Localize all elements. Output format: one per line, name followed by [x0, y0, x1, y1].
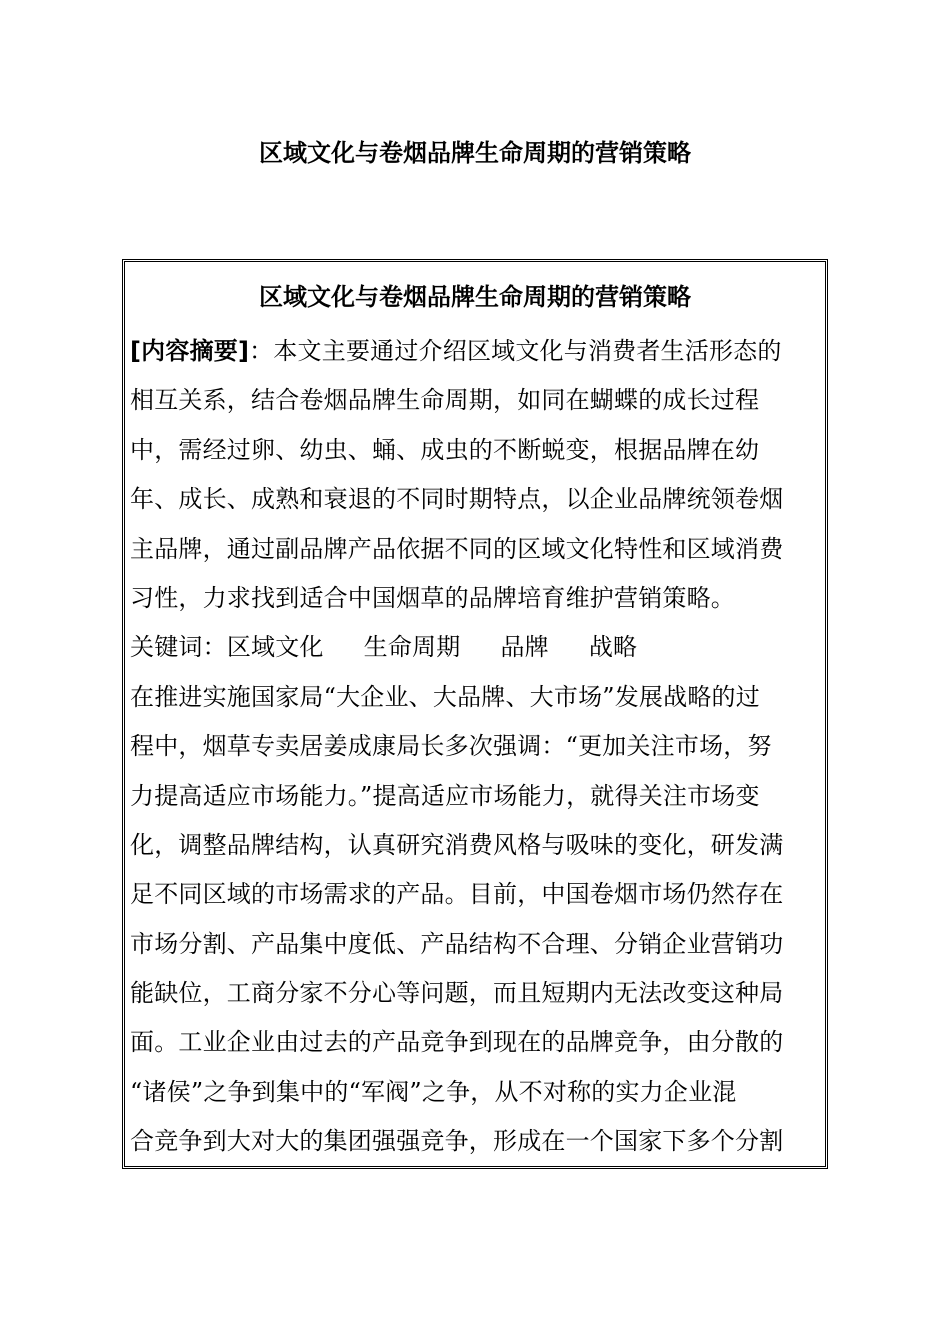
body-line: 力提高适应市场能力。”提高适应市场能力，就得关注市场变 [130, 781, 760, 810]
keyword: 品牌 [500, 633, 549, 662]
abstract-box [122, 259, 828, 1169]
keyword: 区域文化 [226, 633, 324, 662]
body-line: 程中，烟草专卖居姜成康局长多次强调：“更加关注市场，努 [130, 732, 772, 761]
keywords-label: 关键词： [130, 633, 227, 662]
abstract-label: [内容摘要] [130, 337, 250, 365]
body-line: “诸侯”之争到集中的“军阀”之争，从不对称的实力企业混 [130, 1077, 737, 1106]
box-title: 区域文化与卷烟品牌生命周期的营销策略 [259, 283, 691, 311]
body-line: 市场分割、产品集中度低、产品结构不合理、分销企业营销功 [130, 929, 784, 958]
body-line: 化，调整品牌结构，认真研究消费风格与吸味的变化，研发满 [130, 830, 784, 859]
abstract-line: 年、成长、成熟和衰退的不同时期特点，以企业品牌统领卷烟 [130, 485, 784, 514]
body-text [130, 327, 820, 1167]
keyword: 战略 [588, 633, 638, 662]
body-line: 合竞争到大对大的集团强强竞争，形成在一个国家下多个分割 [130, 1127, 784, 1156]
body-line: 面。工业企业由过去的产品竞争到现在的品牌竞争，由分散的 [130, 1028, 784, 1057]
keywords-line [130, 623, 820, 672]
body-line: 能缺位，工商分家不分心等问题，而且短期内无法改变这种局 [130, 979, 784, 1008]
abstract-text: ：本文主要通过介绍区域文化与消费者生活形态的 [249, 337, 782, 365]
body-line: 足不同区域的市场需求的产品。目前，中国卷烟市场仍然存在 [130, 880, 784, 909]
abstract-line: 习性，力求找到适合中国烟草的品牌培育维护营销策略。 [130, 583, 735, 612]
page-title: 区域文化与卷烟品牌生命周期的营销策略 [259, 139, 691, 167]
keyword: 生命周期 [363, 633, 461, 662]
body-line: 在推进实施国家局“大企业、大品牌、大市场”发展战略的过 [130, 682, 760, 711]
abstract-line [130, 327, 820, 376]
abstract-line: 中，需经过卵、幼虫、蛹、成虫的不断蜕变，根据品牌在幼 [130, 435, 760, 464]
abstract-line: 主品牌，通过副品牌产品依据不同的区域文化特性和区域消费 [130, 534, 784, 563]
abstract-line: 相互关系，结合卷烟品牌生命周期，如同在蝴蝶的成长过程 [130, 386, 760, 415]
